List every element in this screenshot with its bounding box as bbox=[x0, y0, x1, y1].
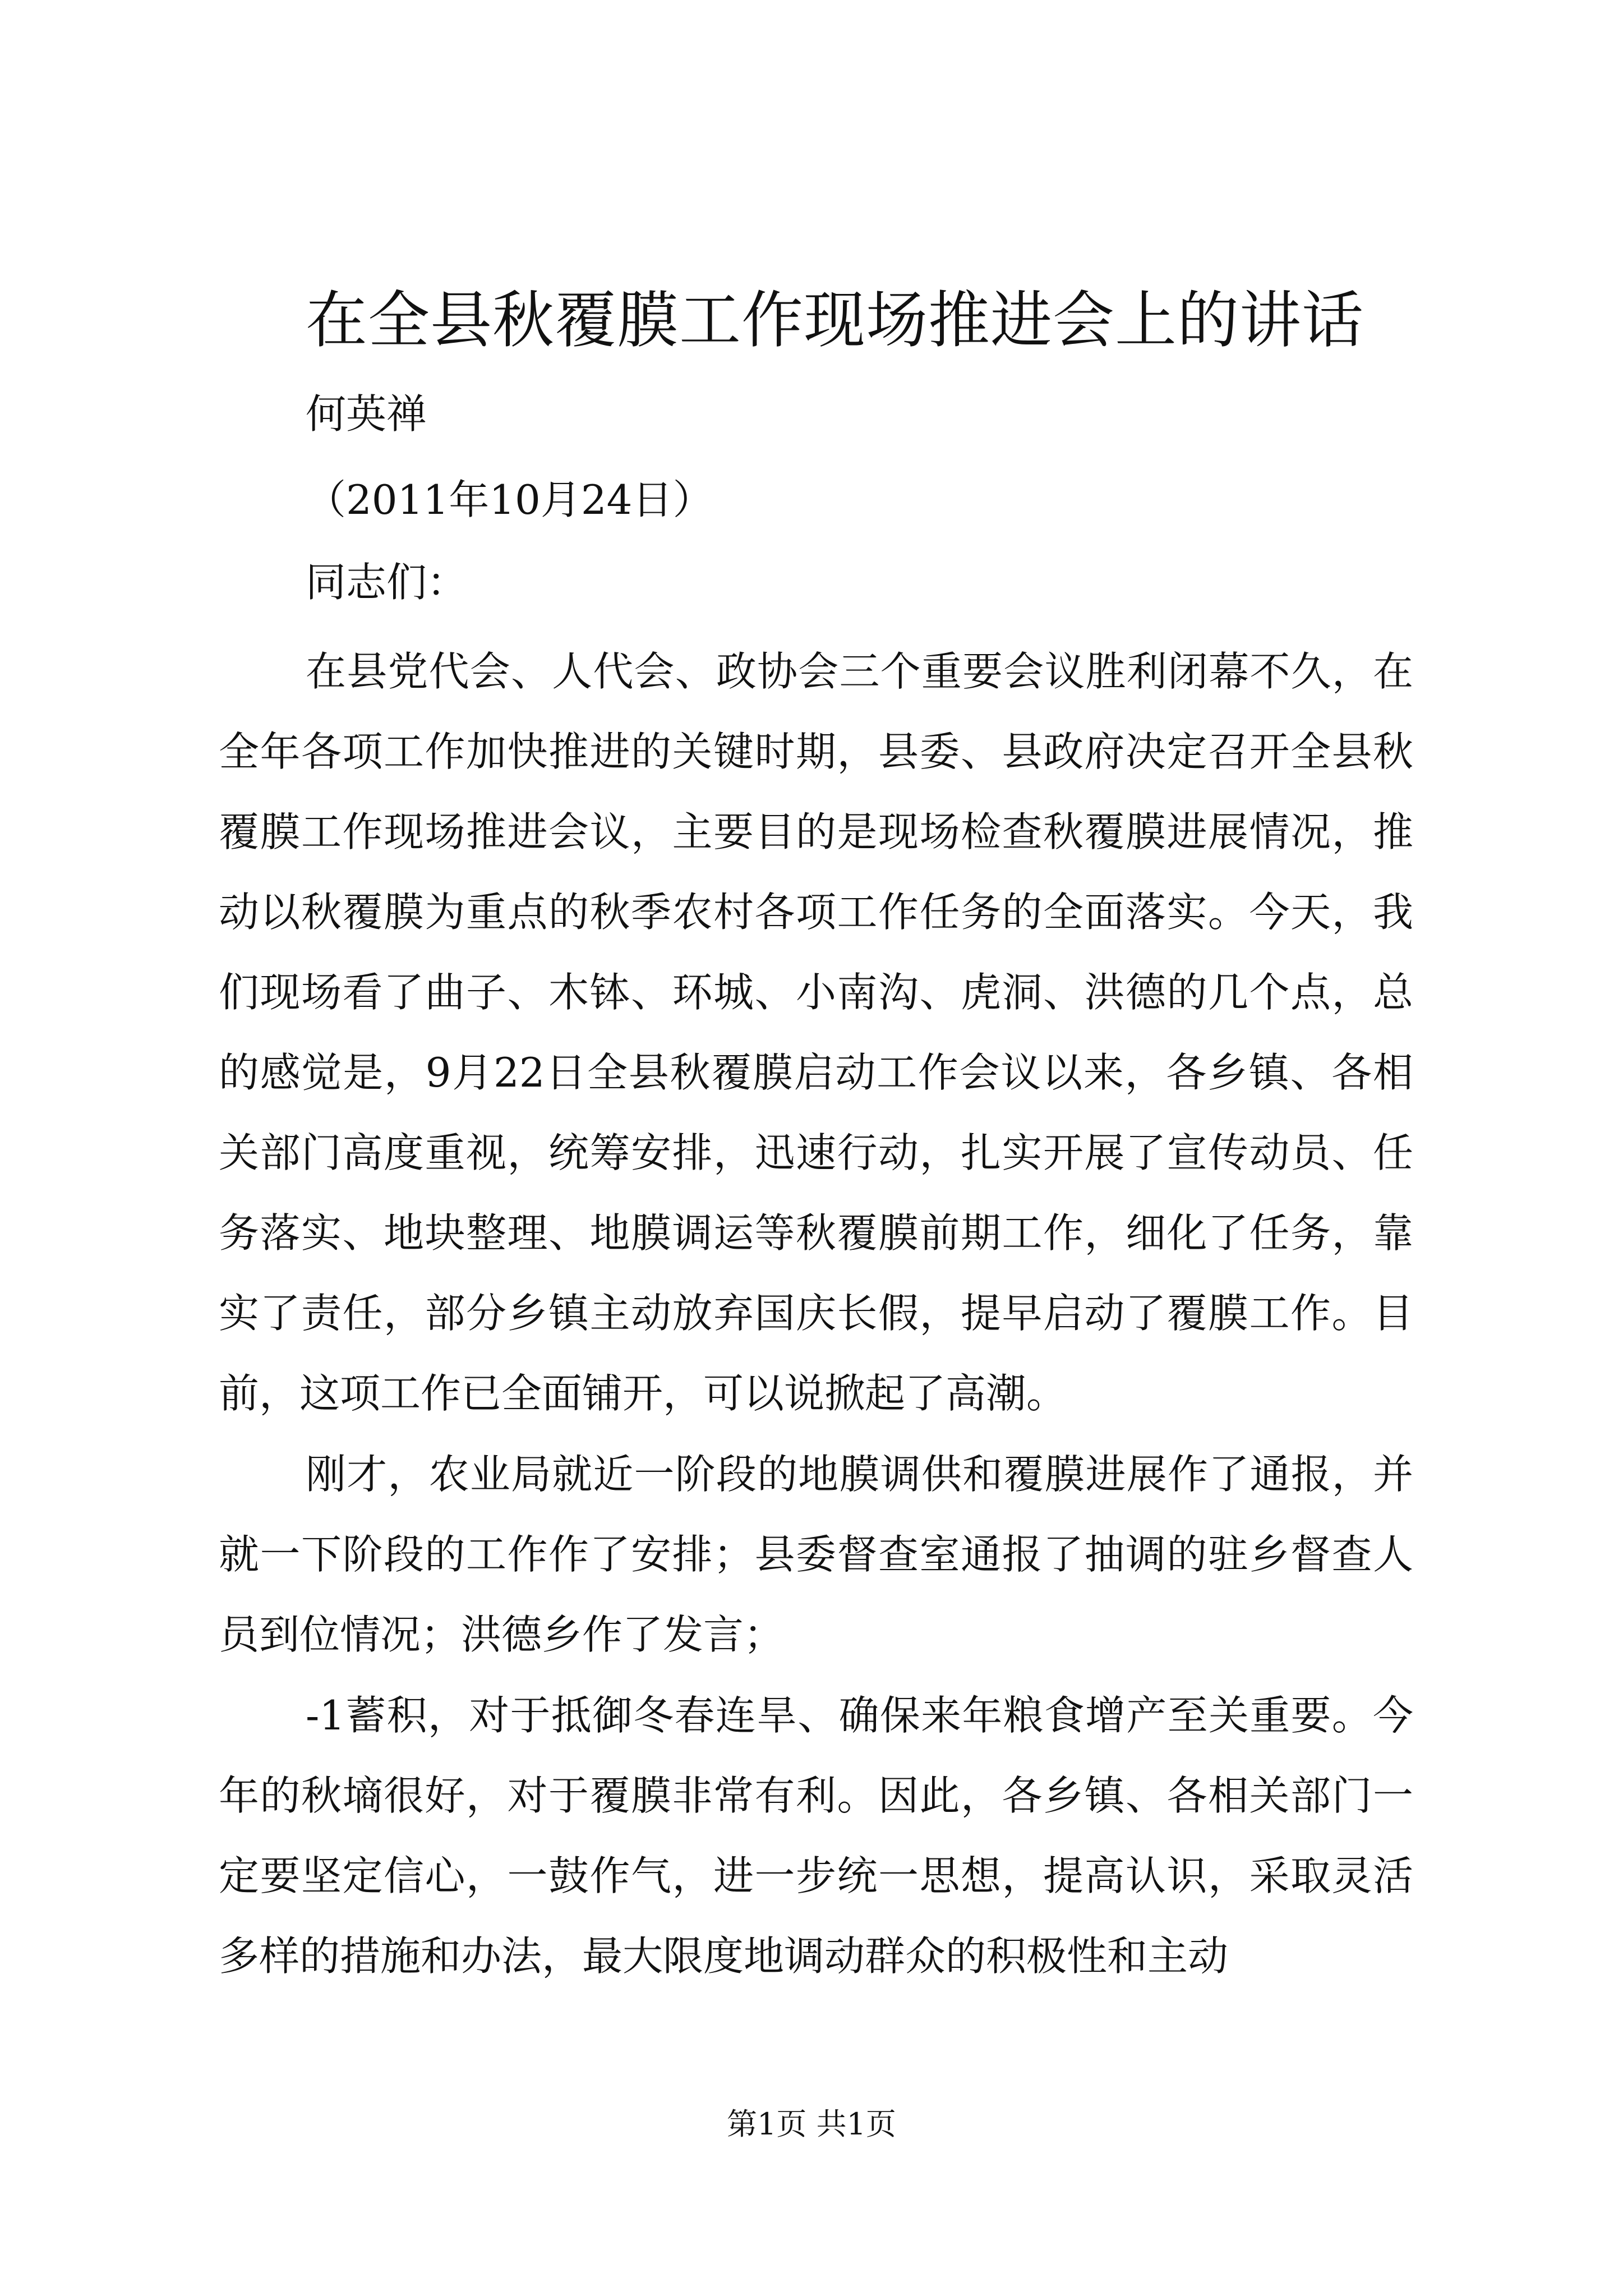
page-footer: 第1页 共1页 bbox=[727, 2106, 896, 2142]
author-name: 何英禅 bbox=[306, 390, 427, 438]
body-paragraph-2: 刚才，农业局就近一阶段的地膜调供和覆膜进展作了通报，并就一下阶段的工作作了安排；县委督查室通报了抽调的驻乡督查人员到位情况；洪德乡作了发言； bbox=[219, 1451, 1413, 1658]
body-paragraph-1: 在县党代会、人代会、政协会三个重要会议胜利闭幕不久，在全年各项工作加快推进的关键时期，县委、县政府决定召开全县秋覆膜工作现场推进会议，主要目的是现场检查秋覆膜进展情况，推动以秋覆膜为重点的秋季农村各项工作任务的全面落实。今天，我们现场看了曲子、木钵、环城、小南沟、虎洞、洪德的几个点，总的感觉是，9月22日全县秋覆膜启动工作会议以来，各乡镇、各相关部门高度重视，统筹安排，迅速行动，扎实开展了宣传动员、任务落实、地块整理、地膜调运等秋覆膜前期工作，细化了任务，靠实了责任，部分乡镇主动放弃国庆长假，提早启动了覆膜工作。目前，这项工作已全面铺开，可以说掀起了高潮。 bbox=[219, 648, 1413, 1417]
body-paragraph-3: -1蓄积，对于抵御冬春连旱、确保来年粮食增产至关重要。今年的秋墒很好，对于覆膜非常有利。因此，各乡镇、各相关部门一定要坚定信心，一鼓作气，进一步统一思想，提高认识，采取灵活多样的措施和办法，最大限度地调动群众的积极性和主动 bbox=[219, 1692, 1413, 1980]
speech-date: （2011年10月24日） bbox=[306, 476, 713, 523]
salutation: 同志们： bbox=[306, 559, 468, 606]
document-title: 在全县秋覆膜工作现场推进会上的讲话 bbox=[306, 284, 1364, 356]
